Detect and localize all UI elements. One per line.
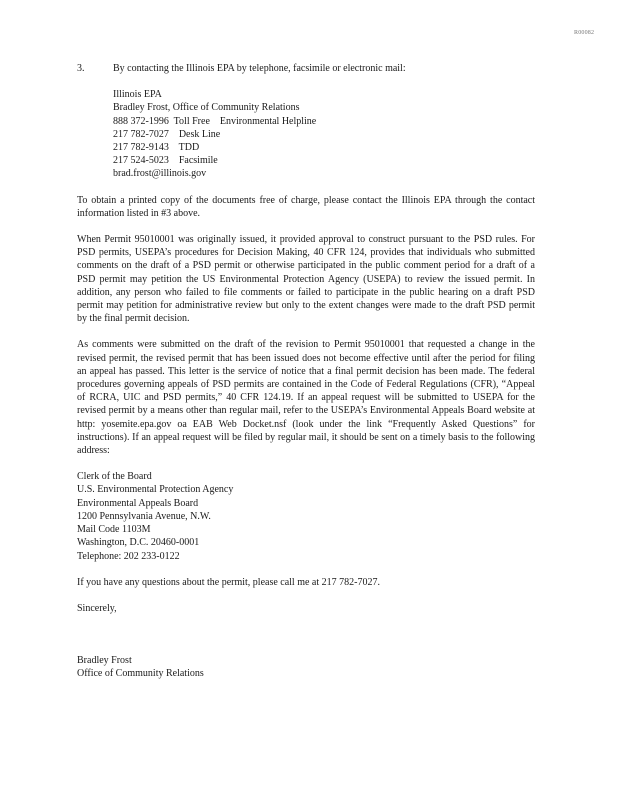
signature-space [77, 628, 535, 654]
contact-email: brad.frost@illinois.gov [113, 168, 207, 180]
address-line: Telephone: 202 233-0122 [77, 550, 180, 562]
appeals-address-block [77, 470, 535, 562]
printed-copy-paragraph: To obtain a printed copy of the documents free of charge, please contact the Illinois EPA through the contact information listed in #3 above. [77, 194, 535, 219]
address-line: 1200 Pennsylvania Avenue, N.W. [77, 510, 211, 522]
address-line: U.S. Environmental Protection Agency [77, 484, 234, 496]
contact-person: Bradley Frost, Office of Community Relations [113, 102, 300, 114]
questions-paragraph: If you have any questions about the permit, please call me at 217 782-7027. [77, 576, 380, 588]
psd-paragraph: When Permit 95010001 was originally issued, it provided approval to construct pursuant to the PSD rules. For PSD permits, USEPA’s procedures for Decision Making, 40 CFR 124, provides that individuals who submitted comments on the draft of a PSD permit or otherwise participated in the public comment period for a draft of a PSD permit may petition the US Environmental Protection Agency (USEPA) to review the issued permit. In addition, any person who failed to file comments or failed to participate in the public hearing on a draft PSD permit may petition for administrative review but only to the extent changes were made to the draft PSD permit by the final permit decision. [77, 234, 535, 325]
address-line: Environmental Appeals Board [77, 497, 199, 509]
address-line: Mail Code 1103M [77, 524, 151, 536]
list-text: By contacting the Illinois EPA by telephone, facsimile or electronic mail: [113, 63, 406, 74]
page-stamp: R00082 [574, 30, 595, 36]
appeal-paragraph: As comments were submitted on the draft of the revision to Permit 95010001 that requested a change in the revised permit, the revised permit that has been issued does not become effective until after the period for filing an appeal has passed. This letter is the service of notice that a final permit decision has been made. The federal procedures governing appeals of PSD permits are contained in the Code of Federal Regulations (CFR), “Appeal of RCRA, UIC and PSD permits,” 40 CFR 124.19. If an appeal request will be submitted to USEPA for the revised permit by a means other than regular mail, refer to the USEPA’s Environmental Appeals Board website at http: yosemite.epa.gov oa EAB Web Docket.nsf (look under the link “Frequently Asked Questions” for instructions). If an appeal request will be filed by regular mail, it should be sent on a timely basis to the following address: [77, 339, 535, 457]
address-line: Clerk of the Board [77, 471, 152, 483]
contact-desk-line: 217 782-7027 Desk Line [113, 128, 221, 140]
letter-body [77, 62, 535, 681]
contact-toll-free: 888 372-1996 Toll Free Environmental Helpline [113, 115, 317, 127]
contact-address-block [113, 88, 535, 180]
address-line: Washington, D.C. 20460-0001 [77, 537, 200, 549]
contact-tdd: 217 782-9143 TDD [113, 142, 200, 154]
contact-facsimile: 217 524-5023 Facsimile [113, 155, 218, 167]
list-number: 3. [77, 63, 85, 74]
contact-agency: Illinois EPA [113, 89, 162, 101]
salutation: Sincerely, [77, 602, 117, 614]
signer-name: Bradley Frost [77, 655, 132, 667]
signer-office: Office of Community Relations [77, 668, 204, 680]
contact-item-3 [77, 62, 535, 75]
